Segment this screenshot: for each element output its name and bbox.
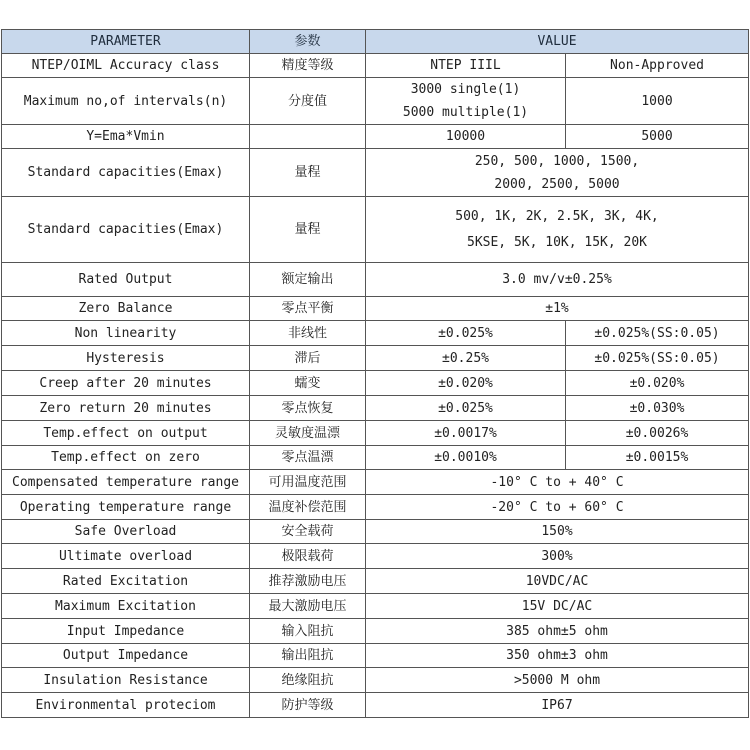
param-cell: Output Impedance xyxy=(2,644,250,668)
param-cell: NTEP/OIML Accuracy class xyxy=(2,54,250,78)
table-row xyxy=(2,470,749,495)
value-cell: 3.0 mv/v±0.25% xyxy=(366,263,749,297)
chinese-cell: 零点平衡 xyxy=(250,297,366,321)
value-cell: ±0.0026% xyxy=(566,421,749,446)
table-row xyxy=(2,54,749,78)
value-cell: -10° C to + 40° C xyxy=(366,470,749,495)
chinese-cell: 输出阻抗 xyxy=(250,644,366,668)
param-cell: Non linearity xyxy=(2,321,250,346)
table-header-row xyxy=(2,30,749,54)
param-cell: Safe Overload xyxy=(2,520,250,544)
chinese-cell: 精度等级 xyxy=(250,54,366,78)
param-cell: Operating temperature range xyxy=(2,495,250,520)
param-cell: Compensated temperature range xyxy=(2,470,250,495)
chinese-cell: 可用温度范围 xyxy=(250,470,366,495)
value-cell: Non-Approved xyxy=(566,54,749,78)
param-cell: Insulation Resistance xyxy=(2,668,250,693)
param-cell: Temp.effect on output xyxy=(2,421,250,446)
table-row xyxy=(2,693,749,718)
table-row xyxy=(2,371,749,396)
chinese-cell: 额定输出 xyxy=(250,263,366,297)
table-row xyxy=(2,197,749,263)
value-line: 5KSE, 5K, 10K, 15K, 20K xyxy=(467,234,648,250)
value-cell xyxy=(366,78,566,125)
table-row xyxy=(2,346,749,371)
value-cell: IP67 xyxy=(366,693,749,718)
specification-table xyxy=(1,29,749,718)
table-row xyxy=(2,619,749,644)
chinese-cell: 极限载荷 xyxy=(250,544,366,569)
chinese-cell: 量程 xyxy=(250,149,366,197)
value-cell: ±0.25% xyxy=(366,346,566,371)
table-row xyxy=(2,594,749,619)
param-cell: Rated Excitation xyxy=(2,569,250,594)
value-cell: ±0.020% xyxy=(366,371,566,396)
value-cell: ±0.025% xyxy=(366,396,566,421)
param-cell: Hysteresis xyxy=(2,346,250,371)
value-line: 3000 single(1) xyxy=(410,82,521,97)
value-cell: >5000 M ohm xyxy=(366,668,749,693)
param-cell: Zero return 20 minutes xyxy=(2,396,250,421)
table-row xyxy=(2,78,749,125)
param-cell: Maximum Excitation xyxy=(2,594,250,619)
param-cell: Standard capacities(Emax) xyxy=(2,149,250,197)
value-cell: 5000 xyxy=(566,125,749,149)
table-row xyxy=(2,544,749,569)
value-cell: ±0.020% xyxy=(566,371,749,396)
value-line: 5000 multiple(1) xyxy=(402,105,529,120)
header-chinese: 参数 xyxy=(250,30,366,54)
table-row xyxy=(2,668,749,693)
chinese-cell: 零点温漂 xyxy=(250,446,366,470)
value-cell: 10000 xyxy=(366,125,566,149)
value-cell: ±1% xyxy=(366,297,749,321)
param-cell: Zero Balance xyxy=(2,297,250,321)
value-cell: ±0.025%(SS:0.05) xyxy=(566,321,749,346)
value-cell: ±0.0010% xyxy=(366,446,566,470)
chinese-cell: 推荐激励电压 xyxy=(250,569,366,594)
header-parameter: PARAMETER xyxy=(2,30,250,54)
chinese-cell: 输入阻抗 xyxy=(250,619,366,644)
value-cell: 1000 xyxy=(566,78,749,125)
chinese-cell: 分度值 xyxy=(250,78,366,125)
table-row xyxy=(2,495,749,520)
chinese-cell: 温度补偿范围 xyxy=(250,495,366,520)
chinese-cell: 滞后 xyxy=(250,346,366,371)
value-cell: 350 ohm±3 ohm xyxy=(366,644,749,668)
chinese-cell: 非线性 xyxy=(250,321,366,346)
param-cell: Rated Output xyxy=(2,263,250,297)
chinese-cell: 安全载荷 xyxy=(250,520,366,544)
chinese-cell: 量程 xyxy=(250,197,366,263)
table-row xyxy=(2,569,749,594)
chinese-cell: 灵敏度温漂 xyxy=(250,421,366,446)
value-cell: ±0.025% xyxy=(366,321,566,346)
param-cell: Standard capacities(Emax) xyxy=(2,197,250,263)
chinese-cell: 绝缘阻抗 xyxy=(250,668,366,693)
chinese-cell: 零点恢复 xyxy=(250,396,366,421)
table-row xyxy=(2,644,749,668)
table-row xyxy=(2,446,749,470)
value-cell: 15V DC/AC xyxy=(366,594,749,619)
param-cell: Creep after 20 minutes xyxy=(2,371,250,396)
table-row xyxy=(2,421,749,446)
value-cell xyxy=(366,149,749,197)
value-cell: 10VDC/AC xyxy=(366,569,749,594)
table-row xyxy=(2,297,749,321)
table-row xyxy=(2,263,749,297)
table-row xyxy=(2,520,749,544)
param-cell: Input Impedance xyxy=(2,619,250,644)
table-row xyxy=(2,396,749,421)
chinese-cell: 防护等级 xyxy=(250,693,366,718)
value-line: 2000, 2500, 5000 xyxy=(494,176,620,192)
table-row xyxy=(2,149,749,197)
value-cell: ±0.030% xyxy=(566,396,749,421)
param-cell: Y=Ema*Vmin xyxy=(2,125,250,149)
value-cell: NTEP IIIL xyxy=(366,54,566,78)
chinese-cell: 最大激励电压 xyxy=(250,594,366,619)
value-cell: ±0.025%(SS:0.05) xyxy=(566,346,749,371)
value-cell xyxy=(366,197,749,263)
param-cell: Maximum no,of intervals(n) xyxy=(2,78,250,125)
value-cell: 150% xyxy=(366,520,749,544)
value-cell: 385 ohm±5 ohm xyxy=(366,619,749,644)
chinese-cell xyxy=(250,125,366,149)
param-cell: Ultimate overload xyxy=(2,544,250,569)
header-value: VALUE xyxy=(366,30,749,54)
value-cell: ±0.0015% xyxy=(566,446,749,470)
value-cell: ±0.0017% xyxy=(366,421,566,446)
value-cell: -20° C to + 60° C xyxy=(366,495,749,520)
param-cell: Environmental proteciom xyxy=(2,693,250,718)
table-row xyxy=(2,321,749,346)
table-row xyxy=(2,125,749,149)
param-cell: Temp.effect on zero xyxy=(2,446,250,470)
value-line: 500, 1K, 2K, 2.5K, 3K, 4K, xyxy=(455,208,659,224)
value-cell: 300% xyxy=(366,544,749,569)
value-line: 250, 500, 1000, 1500, xyxy=(474,153,640,169)
chinese-cell: 蠕变 xyxy=(250,371,366,396)
